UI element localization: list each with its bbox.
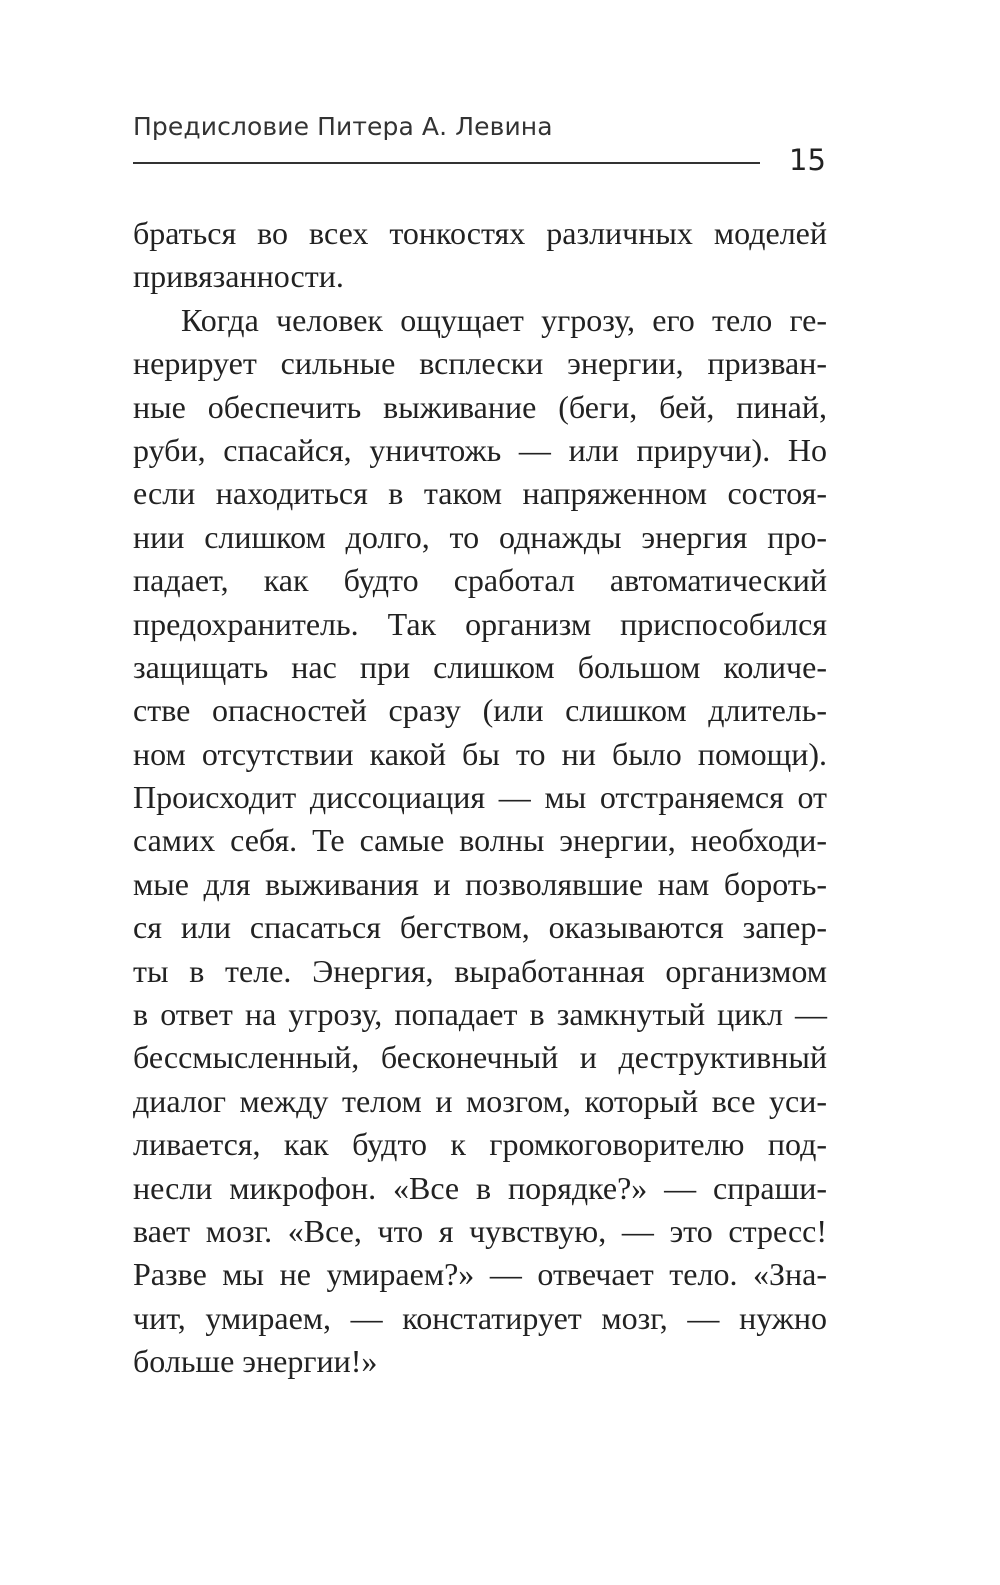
text-line: ся или спасаться бегством, оказываются запер- [133, 909, 827, 946]
text-line: если находиться в таком напряженном состоя- [133, 475, 827, 512]
text-line: Разве мы не умираем?» — отвечает тело. «Зна- [133, 1256, 827, 1293]
text-line: защищать нас при слишком большом количе- [133, 648, 827, 685]
text-line: диалог между телом и мозгом, который все уси- [133, 1082, 827, 1119]
text-line: привязанности. [133, 258, 344, 295]
text-line: больше энергии!» [133, 1343, 378, 1380]
text-line: предохранитель. Так организм приспособился [133, 605, 827, 642]
text-line: Когда человек ощущает угрозу, его тело ге- [133, 301, 827, 338]
text-line: ные обеспечить выживание (беги, бей, пинай, [133, 388, 827, 425]
page-number: 15 [789, 143, 826, 177]
text-line: в ответ на угрозу, попадает в замкнутый цикл — [133, 996, 827, 1033]
text-line: ном отсутствии какой бы то ни было помощи). [133, 735, 827, 772]
header-rule [133, 162, 760, 164]
text-line: нерирует сильные всплески энергии, призван- [133, 345, 827, 382]
text-line: чит, умираем, — констатирует мозг, — нужно [133, 1299, 827, 1336]
text-line: несли микрофон. «Все в порядке?» — спраши- [133, 1169, 827, 1206]
text-line: ливается, как будто к громкоговорителю под- [133, 1126, 827, 1163]
text-line: падает, как будто сработал автоматический [133, 562, 827, 599]
text-line: браться во всех тонкостях различных моделей [133, 215, 827, 251]
text-line: Происходит диссоциация — мы отстраняемся от [133, 779, 827, 816]
text-line: мые для выживания и позволявшие нам бороть- [133, 865, 827, 902]
running-title: Предисловие Питера А. Левина [133, 112, 553, 141]
text-line: вает мозг. «Все, что я чувствую, — это стресс! [133, 1212, 827, 1249]
text-line: бессмысленный, бесконечный и деструктивный [133, 1039, 827, 1076]
text-line: ты в теле. Энергия, выработанная организмом [133, 952, 827, 989]
text-line: нии слишком долго, то однажды энергия про- [133, 518, 827, 555]
text-line: самих себя. Те самые волны энергии, необходи- [133, 822, 827, 859]
text-line: стве опасностей сразу (или слишком длитель- [133, 692, 827, 729]
text-line: руби, спасайся, уничтожь — или приручи). Но [133, 431, 827, 468]
body-text [133, 212, 827, 1384]
